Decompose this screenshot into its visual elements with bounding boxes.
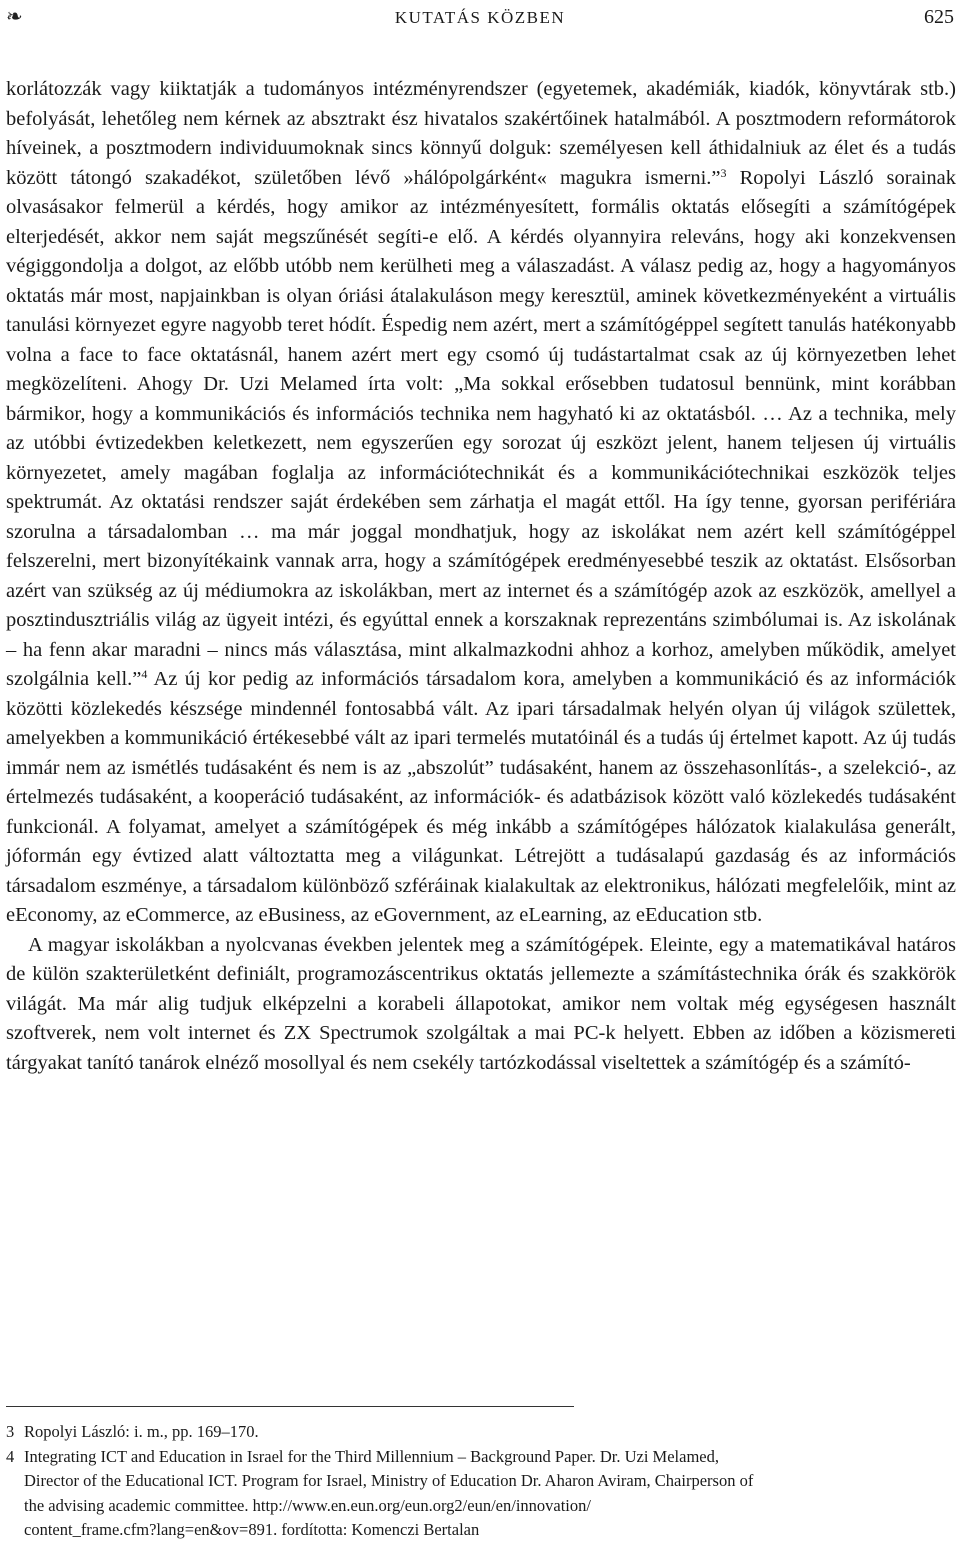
paragraph-2: A magyar iskolákban a nyolcvanas években jelentek meg a számítógépek. Eleinte, egy a matematikával határos de külön szakterületként definiált, programozáscentrikus oktatás jellemezte a számítástechnika órák és szakkörök világát. Ma már alig tudjuk elképzelni a korabeli állapotokat, amikor nem voltak még egységesen használt szoftverek, nem volt internet és ZX Spectrumok szolgáltak a mai PC-k helyett. Ebben az időben a közismereti tárgyakat tanító tanárok elnéző mosollyal és nem csekély tartózkodással viseltettek a számítógép és a számító- (6, 933, 956, 1074)
footnote-url-line[interactable]: the advising academic committee. http://www.en.eun.org/eun.org2/eun/en/innovation/ (24, 1495, 591, 1515)
footnote-divider (6, 1406, 574, 1407)
paragraph-1 (6, 75, 956, 931)
paragraph-1-part-b: Ropolyi László sorainak olvasásakor felmerül a kérdés, hogy amikor az intézményesített, formális oktatás elősegíti a számítógépek elterjedését, akkor nem saját megszűnését segíti-e elő. A kérdés olyannyira releváns, hogy aki konzekvensen végiggondolja a dolgot, az előbb utóbb nem kerülheti meg a válaszadást. A válasz pedig az, hogy a hagyományos oktatás már most, napjainkban is olyan óriási átalakuláson megy keresztül, aminek következményeként a virtuális tanulási környezet egyre nagyobb teret hódít. Éspedig nem azért, mert a számítógéppel segített tanulás hatékonyabb volna a face to face oktatásnál, hanem azért mert egy csomó új tudástartalmat csak az új környezetben lehet megközelíteni. Ahogy Dr. Uzi Melamed írta volt: „Ma sokkal erősebben tudatosul bennünk, mint korábban bármikor, hogy a kommunikációs és információs technika nem hagyható ki az oktatásból. … Az a technika, mely az utóbbi évtizedekben keletkezett, nem egyszerűen egy sorozat új eszközt jelent, hanem teljesen új virtuális környezetet, amely magában foglalja az információtechnikát és a kommunikációtechnikai eszközök teljes spektrumát. Az oktatási rendszer saját érdekében sem zárhatja el magát ettől. Ha így tenne, gyorsan perifériára szorulna a társadalomban … ma már joggal mondhatjuk, hogy az iskolákat nem azért kell számítógéppel felszerelni, mert bizonyítékaink vannak arra, hogy a számítógépek eredményesebbé teszik az oktatást. Elsősorban azért van szükség az új médiumokra az iskolákban, mert az internet és a számítógép azok az eszközök, amellyel a posztindusztriális világ az ügyeit intézi, és egyúttal ennek a korszaknak reprezentáns szimbólumai is. Az iskolának – ha fenn akar maradni – nincs más választása, mint alkalmazkodni ahhoz a korhoz, amelyben működik, amelyet szolgálnia kell.” (6, 166, 957, 690)
paragraph-1-part-a: korlátozzák vagy kiiktatják a tudományos intézményrendszer (egyetemek, akadémiák, kiadók, könyvtárak stb.) befolyását, lehetőleg nem kérnek az absztrakt ész hivatalos szakértőinek hatalmából. A posztmodern reformátorok híveinek, a posztmodern individuumoknak sincs könnyű dolguk: személyesen kell áthidalniuk az élet és a tudás között tátongó szakadékot, születőben lévő »hálópolgárként« magukra ismerni.” (6, 78, 956, 189)
footnote-line: Integrating ICT and Education in Israel for the Third Millennium – Background Paper. Dr. Uzi Melamed, (24, 1446, 719, 1466)
body-text (6, 75, 956, 1078)
footnote-number: 3 (6, 1422, 15, 1441)
footnote-ref-3[interactable]: 3 (720, 165, 727, 180)
page-number: 625 (924, 6, 954, 28)
footnote-line: Ropolyi László: i. m., pp. 169–170. (24, 1422, 259, 1441)
footnote-ref-4[interactable]: 4 (141, 667, 148, 681)
running-head: KUTATÁS KÖZBEN (394, 8, 566, 27)
footnote-4 (6, 1445, 958, 1543)
footnotes (6, 1420, 958, 1543)
footnote-line: Director of the Educational ICT. Program for Israel, Ministry of Education Dr. Aharon Aviram, Chairperson of (24, 1471, 754, 1490)
footnote-line: content_frame.cfm?lang=en&ov=891. fordította: Komenczi Bertalan (24, 1520, 480, 1539)
footnote-number: 4 (6, 1446, 15, 1466)
footnote-3 (6, 1420, 958, 1445)
fleuron-ornament-icon: ❧ (6, 4, 23, 28)
paragraph-1-part-c: Az új kor pedig az információs társadalom kora, amelyben a kommunikáció és az információk közötti közlekedés készsége mindennél fontosabbá vált. Az ipari társadalmak helyén olyan új világok születtek, amelyekben a kommunikáció értékesebbé vált az ipari termelés mutatóinál és a tudás új értelmet kapott. Az új tudás immár nem az ismétlés tudásaként és nem is az „abszolút” tudásaként, hanem az összehasonlítás-, a szelekció-, az értelmezés tudásaként, a kooperáció tudásaként, az információk- és adatbázisok között való közlekedés tudásaként funkcionál. A folyamat, amelyet a számítógépek és még inkább a számítógépes hálózatok kialakulása generált, jóformán egy évtized alatt változtatta meg a világunkat. Létrejött a tudásalapú gazdaság és az információs társadalom eszménye, a társadalom különböző szféráinak kialakultak az elektronikus, hálózati megfelelőik, mint az eEconomy, az eCommerce, az eBusiness, az eGovernment, az eLearning, az eEducation stb. (6, 668, 956, 926)
page-header (0, 0, 960, 40)
